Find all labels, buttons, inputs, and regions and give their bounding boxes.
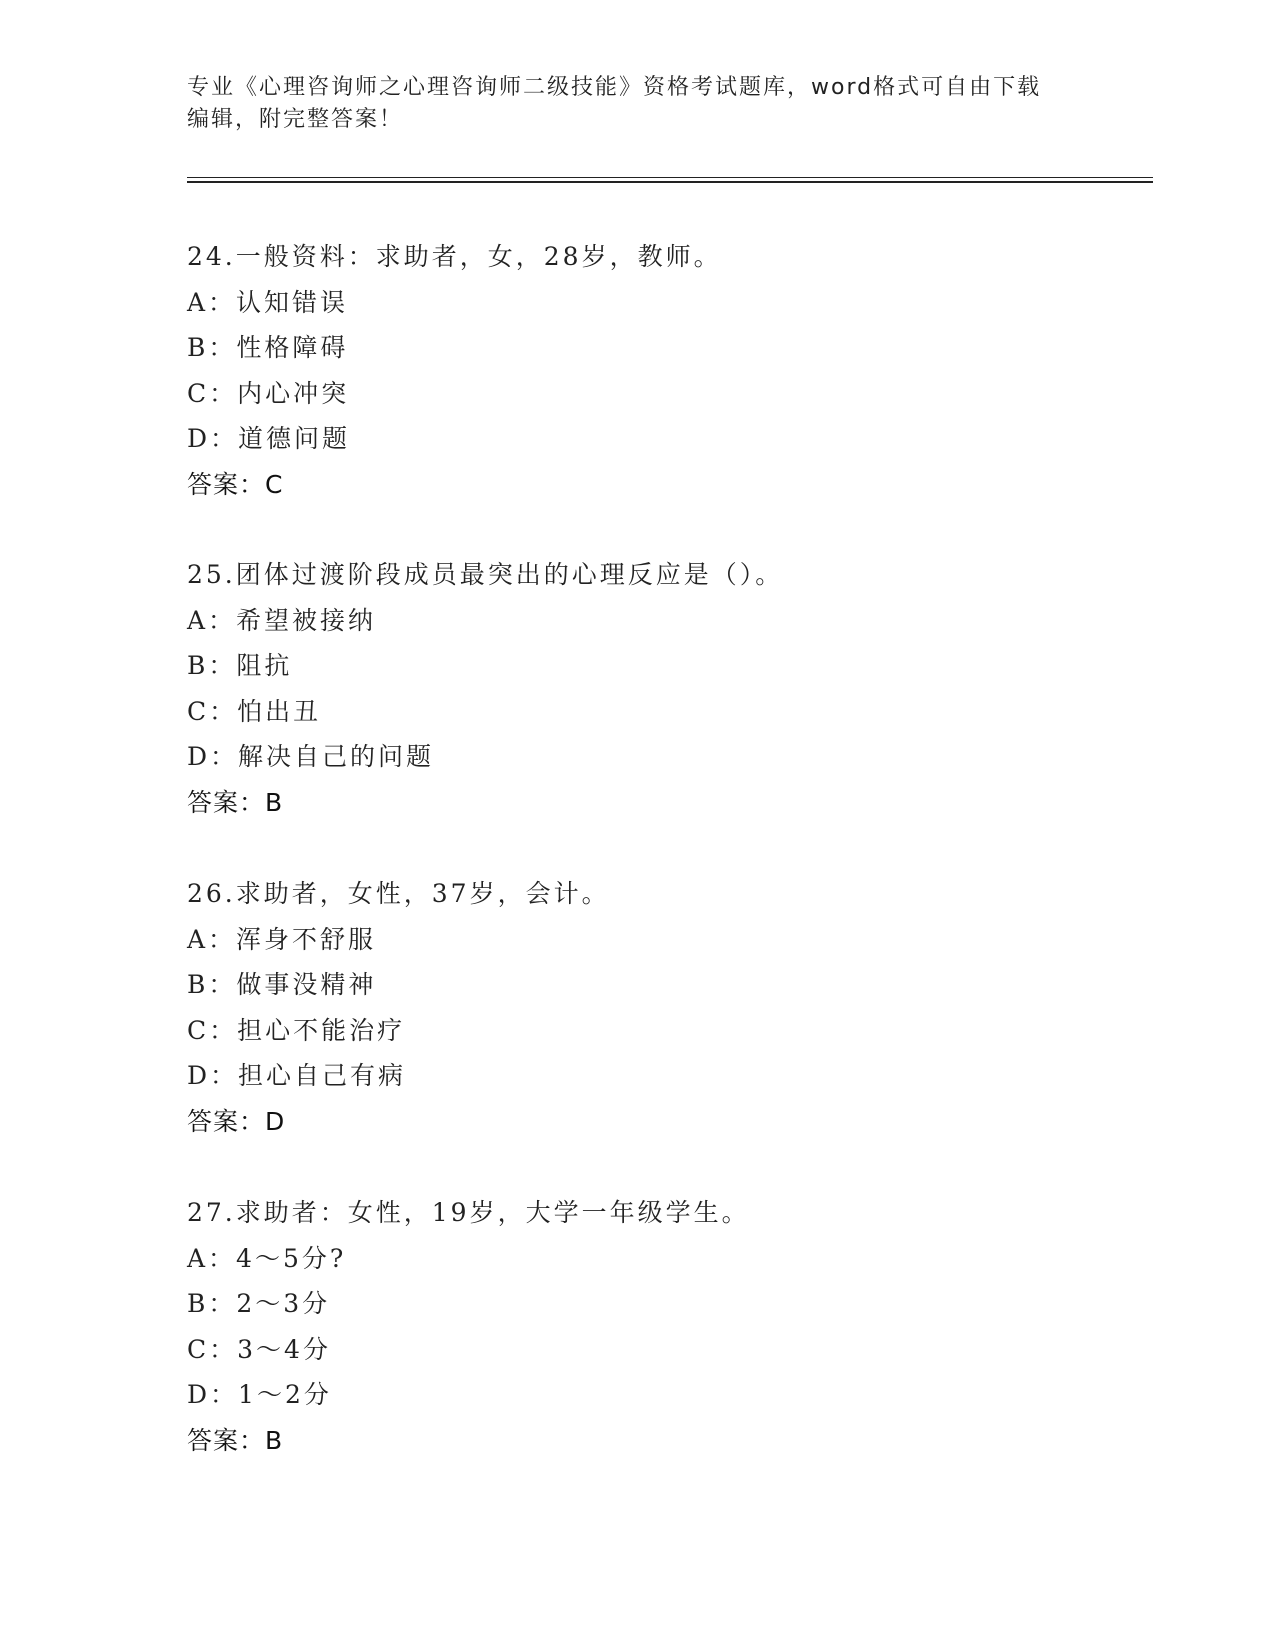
answer-text: 答案：C: [187, 469, 284, 499]
question-block: [187, 871, 1087, 1144]
question-block: [187, 1190, 1087, 1463]
option-d: D：解决自己的问题: [187, 742, 435, 771]
answer-text: 答案：B: [187, 1425, 284, 1455]
option-a: A：4～5分?: [187, 1243, 347, 1273]
option-b: B：2～3分: [187, 1289, 331, 1318]
question-stem: 24.一般资料：求助者，女，28岁，教师。: [187, 242, 722, 271]
option-b: B：性格障碍: [187, 333, 349, 362]
option-c: C：担心不能治疗: [187, 1015, 406, 1045]
question-block: [187, 552, 1087, 825]
header-divider: [187, 181, 1153, 183]
option-a: A：希望被接纳: [187, 605, 377, 635]
option-a: A：认知错误: [187, 287, 349, 317]
option-b: B：阻抗: [187, 651, 293, 680]
option-a: A：浑身不舒服: [187, 924, 377, 954]
option-b: B：做事没精神: [187, 970, 377, 999]
question-stem: 27.求助者：女性，19岁，大学一年级学生。: [187, 1198, 750, 1227]
header-divider: [187, 177, 1153, 178]
question-stem: 25.团体过渡阶段成员最突出的心理反应是（）。: [187, 560, 784, 589]
option-c: C：内心冲突: [187, 378, 350, 408]
answer-text: 答案：D: [187, 1106, 286, 1136]
answer-text: 答案：B: [187, 787, 284, 817]
header-line: 专业《心理咨询师之心理咨询师二级技能》资格考试题库，word格式可自由下载: [187, 75, 1042, 100]
option-c: C：3～4分: [187, 1334, 331, 1364]
document-header: [187, 72, 1087, 136]
option-d: D：道德问题: [187, 424, 351, 453]
question-stem: 26.求助者，女性，37岁，会计。: [187, 879, 610, 908]
option-d: D：担心自己有病: [187, 1061, 407, 1090]
question-block: [187, 234, 1087, 507]
option-d: D：1～2分: [187, 1380, 332, 1409]
option-c: C：怕出丑: [187, 696, 322, 726]
header-line: 编辑，附完整答案！: [187, 107, 404, 132]
